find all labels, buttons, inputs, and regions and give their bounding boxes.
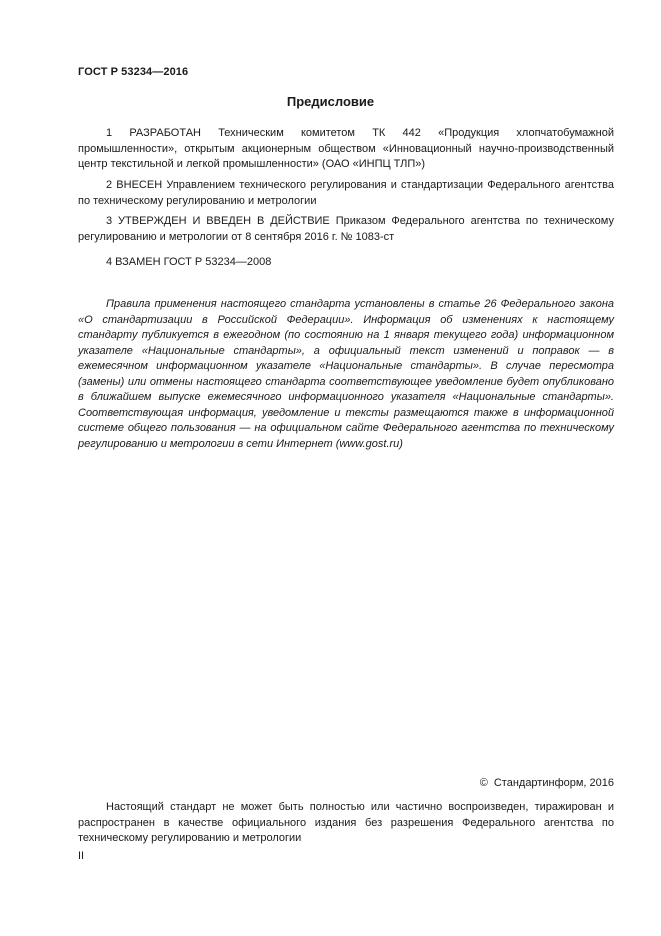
foreword-item-4: 4 ВЗАМЕН ГОСТ Р 53234—2008 — [106, 256, 272, 268]
standard-code-header: ГОСТ Р 53234—2016 — [78, 66, 189, 78]
reproduction-restriction: Настоящий стандарт не может быть полностью или частично воспроизведен, тиражирован и распространен в качестве официального издания без разрешения Федерального агентства по техническому регулированию и метрологии — [78, 801, 614, 844]
copyright-text: Стандартинформ, 2016 — [493, 777, 614, 789]
foreword-item-1: 1 РАЗРАБОТАН Техническим комитетом ТК 442 «Продукция хлопчатобумажной промышленности», открытым акционерным обществом «Инновационный научно-производственный центр текстильной и легкой промышленности» (ОАО «ИНПЦ ТЛП») — [78, 127, 614, 170]
copyright-symbol: © — [479, 777, 488, 789]
application-rules-notice: Правила применения настоящего стандарта установлены в статье 26 Федерального закона «О стандартизации в Российской Федерации». Информация об изменениях к настоящему стандарту публикуется в ежегодном (по состоянию на 1 января текущего года) информационном указателе «Национальные стандарты», а официальный текст изменений и поправок — в ежемесячном информационном указателе «Национальные стандарты». В случае пересмотра (замены) или отмены настоящего стандарта соответствующее уведомление будет опубликовано в ближайшем выпуске ежемесячного информационного указателя «Национальные стандарты». Соответствующая информация, уведомление и тексты размещаются также в информационной системе общего пользования — на официальном сайте Федерального агентства по техническому регулированию и метрологии в сети Интернет (www.gost.ru) — [78, 298, 614, 450]
page-title: Предисловие — [286, 94, 375, 109]
copyright-line — [480, 777, 614, 789]
page-number: II — [78, 850, 85, 862]
foreword-item-2: 2 ВНЕСЕН Управлением технического регулирования и стандартизации Федерального агентства по техническому регулированию и метрологии — [78, 179, 614, 207]
foreword-item-3: 3 УТВЕРЖДЕН И ВВЕДЕН В ДЕЙСТВИЕ Приказом Федерального агентства по техническому регулированию и метрологии от 8 сентября 2016 г. № 1083-ст — [78, 215, 614, 243]
